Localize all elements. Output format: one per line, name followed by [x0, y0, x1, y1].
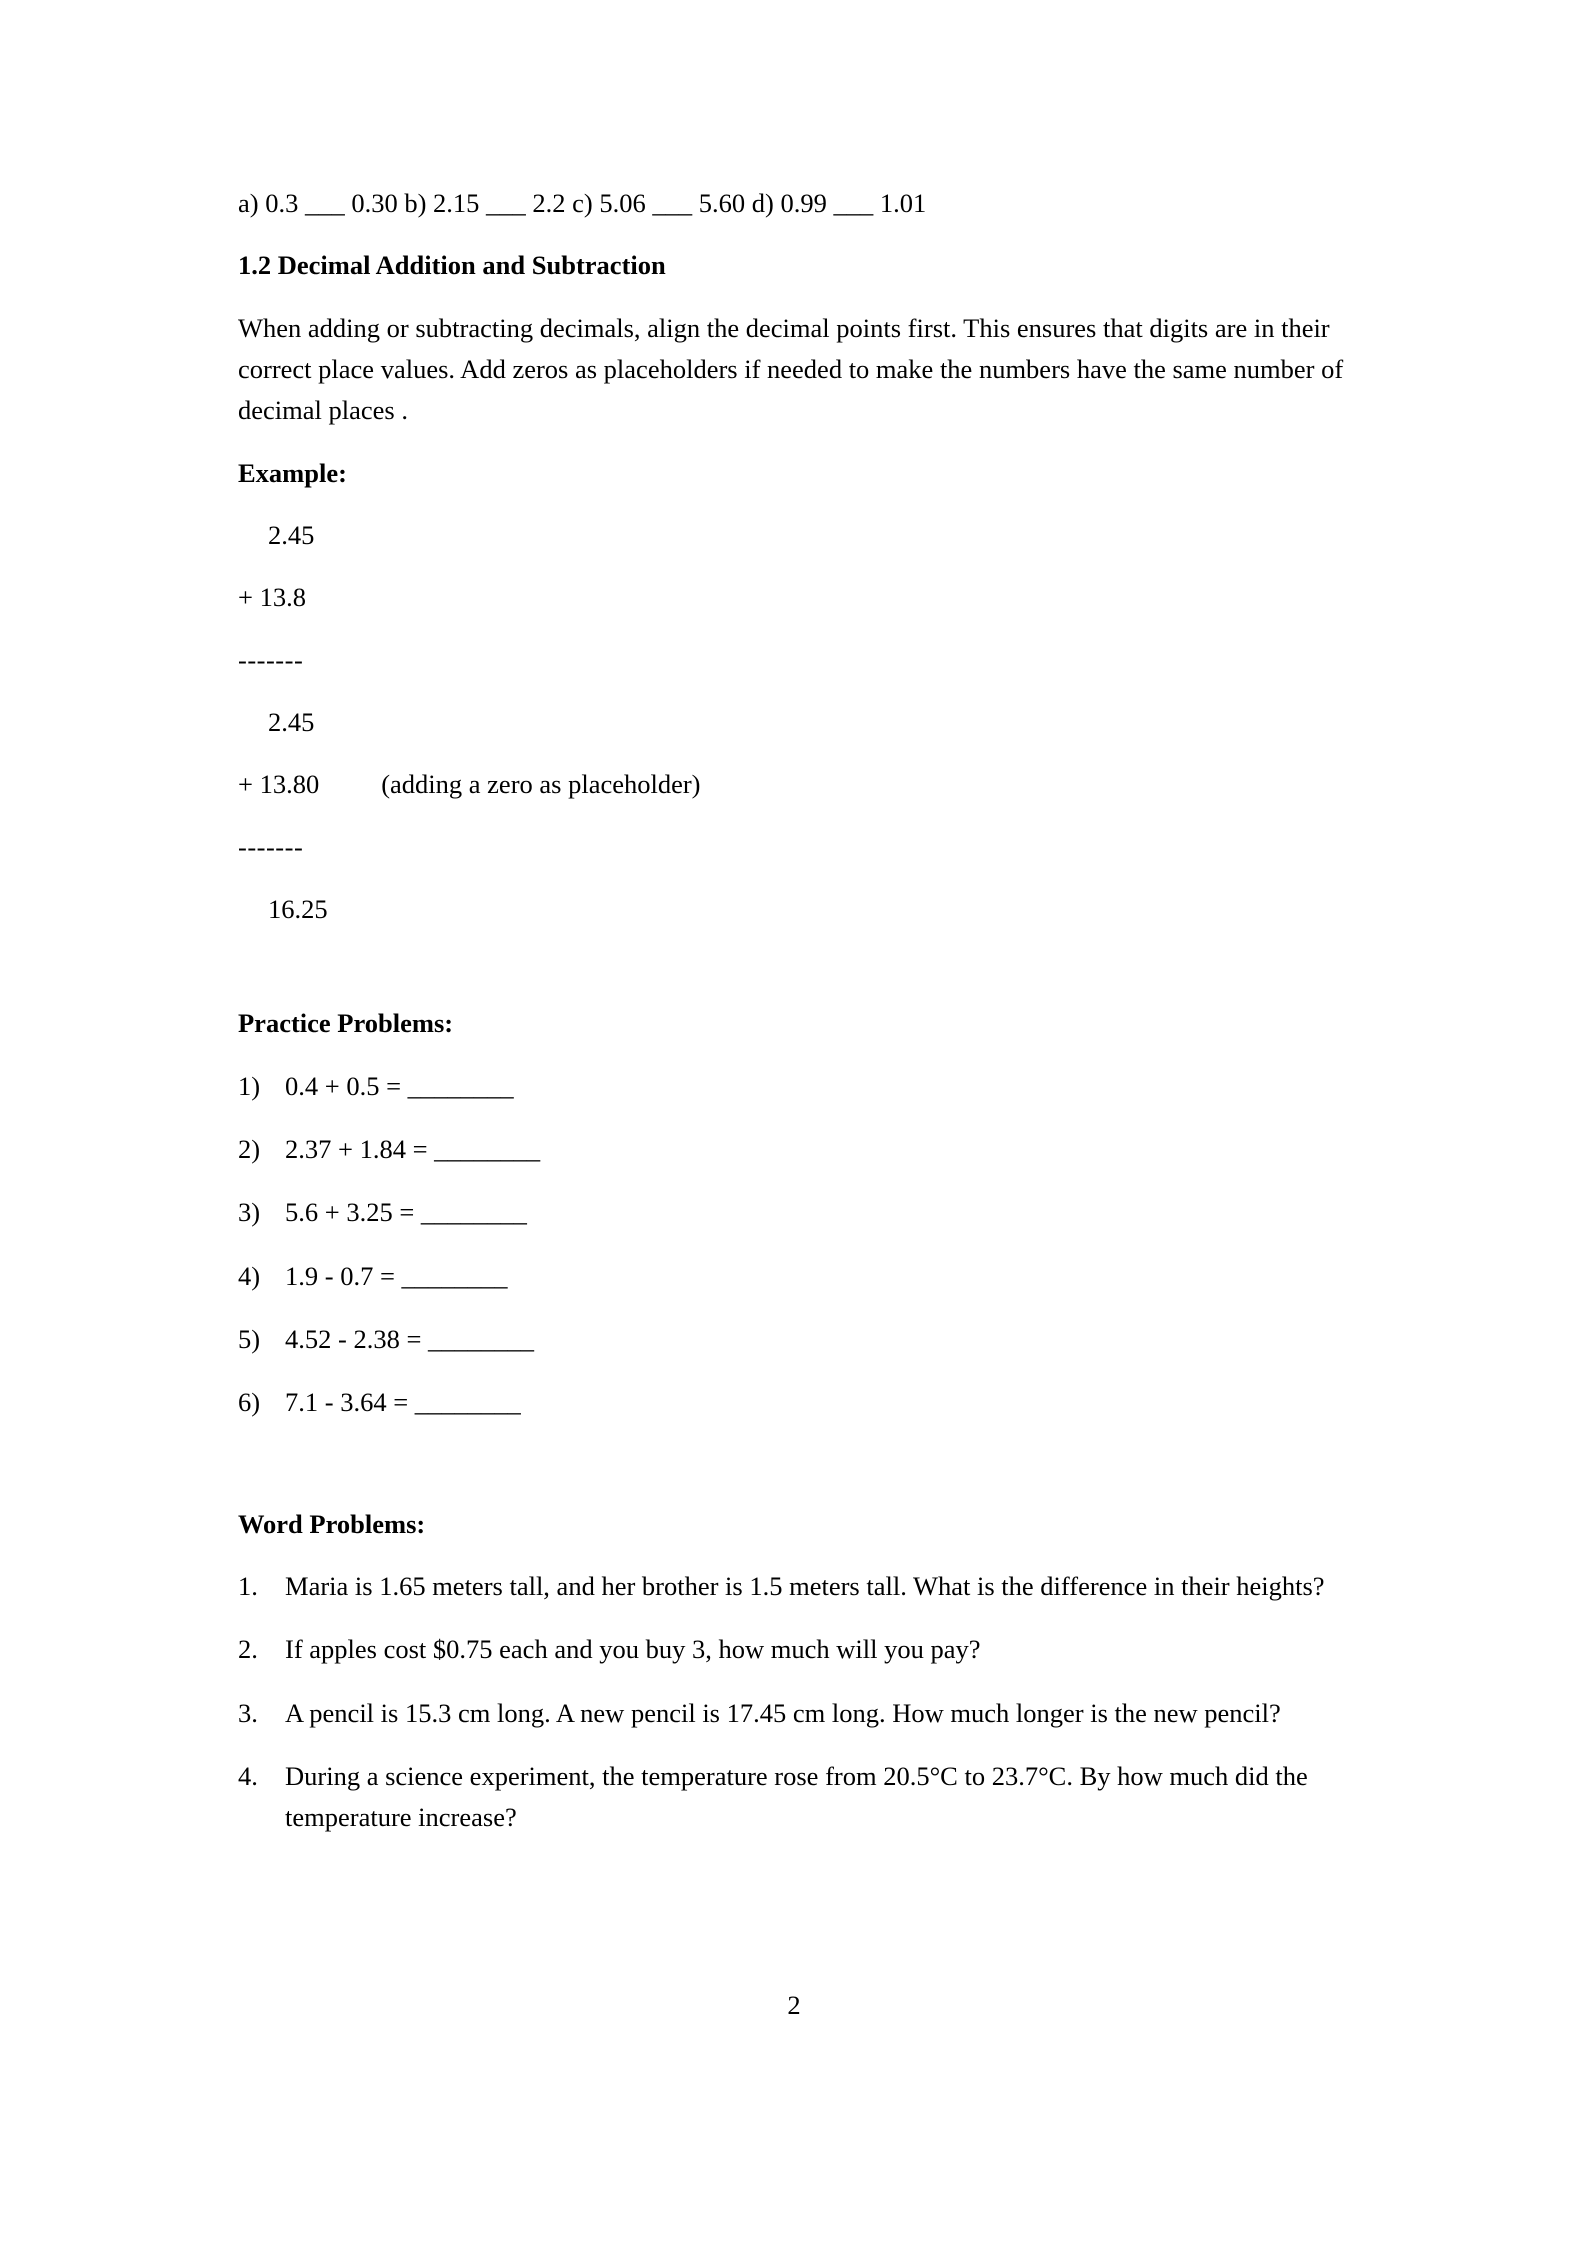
list-item [238, 1066, 1348, 1107]
practice-item-text: 5.6 + 3.25 = ________ [285, 1197, 527, 1228]
example-first-addend1: 2.45 [268, 519, 315, 550]
practice-item-number: 6) [238, 1387, 261, 1418]
list-item [238, 1566, 1348, 1607]
compare-exercise-line: a) 0.3 ___ 0.30 b) 2.15 ___ 2.2 c) 5.06 ___ 5.60 d) 0.99 ___ 1.01 [238, 188, 927, 218]
example-placeholder-note: (adding a zero as placeholder) [381, 769, 701, 800]
practice-item-text: 0.4 + 0.5 = ________ [285, 1070, 514, 1101]
list-item [238, 1382, 1348, 1423]
practice-item-text: 7.1 - 3.64 = ________ [285, 1387, 521, 1418]
example-first-addend2: + 13.8 [238, 582, 306, 613]
section-heading: 1.2 Decimal Addition and Subtraction [238, 250, 666, 281]
example-second-sum: 16.25 [268, 893, 328, 924]
spacer-before-practice [238, 951, 1348, 1003]
list-item [238, 1629, 1348, 1670]
practice-item-number: 4) [238, 1260, 261, 1291]
list-item [238, 1693, 1348, 1734]
list-item [238, 1756, 1348, 1839]
example-first-rule: ------- [238, 644, 304, 675]
word-item-text: A pencil is 15.3 cm long. A new pencil is 17.45 cm long. How much longer is the new pencil? [285, 1697, 1281, 1728]
word-item-text: If apples cost $0.75 each and you buy 3, how much will you pay? [285, 1634, 981, 1665]
example-second-rule: ------- [238, 831, 304, 862]
word-item-number: 3. [238, 1697, 258, 1728]
list-item [238, 1256, 1348, 1297]
practice-item-number: 5) [238, 1323, 261, 1354]
practice-item-text: 4.52 - 2.38 = ________ [285, 1323, 535, 1354]
practice-problems-heading: Practice Problems: [238, 1008, 454, 1039]
spacer-before-word-problems [238, 1446, 1348, 1504]
practice-item-number: 1) [238, 1070, 261, 1101]
list-item [238, 1129, 1348, 1170]
word-item-number: 2. [238, 1634, 258, 1665]
word-item-number: 1. [238, 1570, 258, 1601]
list-item [238, 1192, 1348, 1233]
word-item-number: 4. [238, 1760, 258, 1791]
word-problems-heading: Word Problems: [238, 1508, 426, 1539]
example-label: Example: [238, 457, 347, 488]
page-number-footer: 2 [787, 1990, 801, 2020]
word-problems-list [238, 1566, 1348, 1839]
practice-item-text: 2.37 + 1.84 = ________ [285, 1133, 541, 1164]
section-intro-paragraph: When adding or subtracting decimals, align the decimal points first. This ensures that digits are in their correct place values. Add zeros as placeholders if needed to make the numbers have the same number of decimal places . [238, 312, 1344, 426]
example-second-addend-row [238, 764, 1348, 805]
word-item-text: Maria is 1.65 meters tall, and her brother is 1.5 meters tall. What is the difference in their heights? [285, 1570, 1325, 1601]
example-second-addend2: + 13.80 [238, 769, 320, 800]
practice-item-text: 1.9 - 0.7 = ________ [285, 1260, 508, 1291]
example-second-addend1: 2.45 [268, 706, 315, 737]
practice-problems-list [238, 1066, 1348, 1424]
word-item-text: During a science experiment, the temperature rose from 20.5°C to 23.7°C. By how much did the temperature increase? [285, 1760, 1308, 1833]
list-item [238, 1319, 1348, 1360]
page-content [238, 183, 1348, 1861]
practice-item-number: 3) [238, 1197, 261, 1228]
practice-item-number: 2) [238, 1133, 261, 1164]
